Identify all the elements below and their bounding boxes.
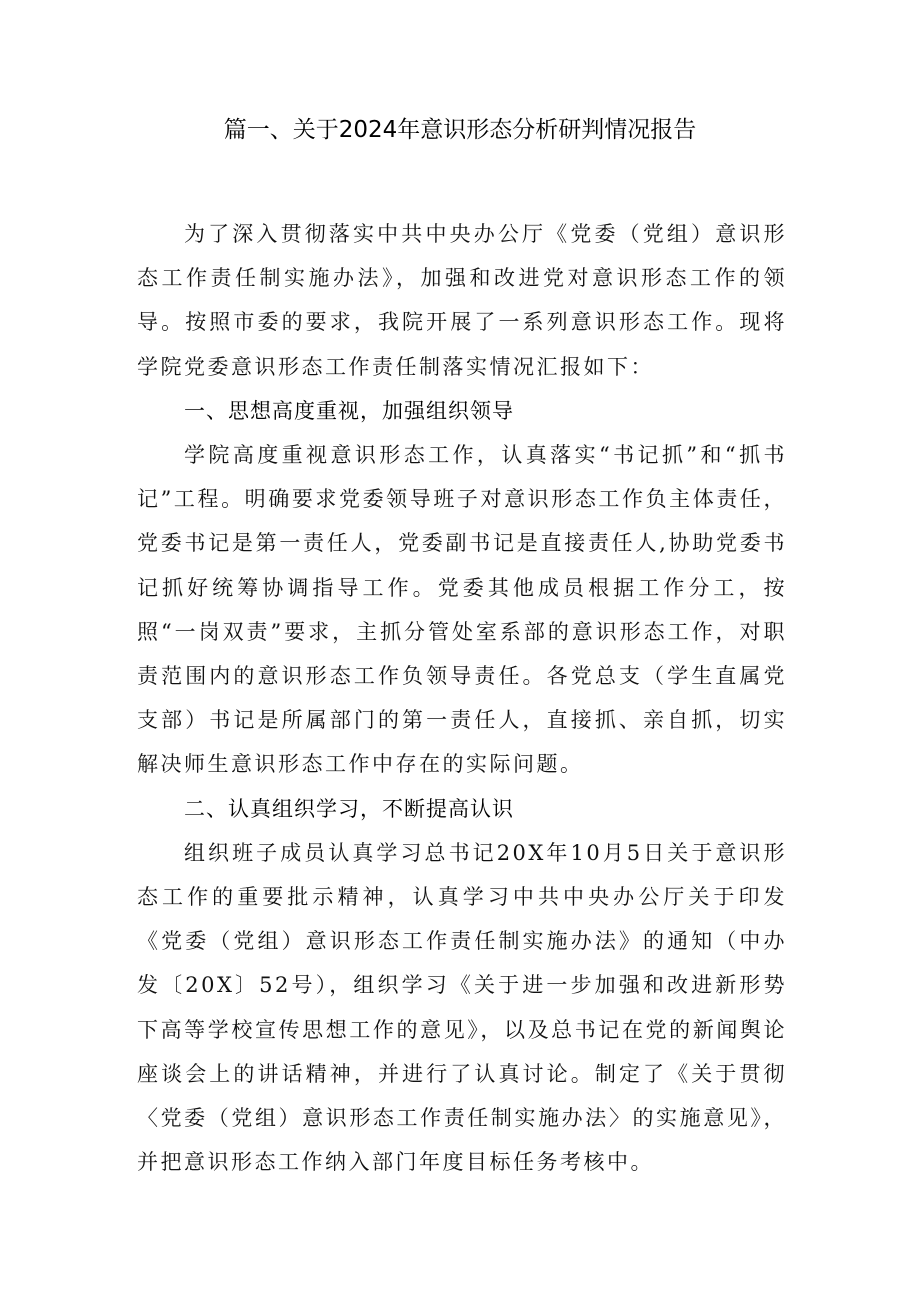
intro-paragraph: 为了深入贯彻落实中共中央办公厅《党委（党组）意识形态工作责任制实施办法》，加强和改进党对意识形态工作的领导。按照市委的要求，我院开展了一系列意识形态工作。现将学院党委意识形态工作责任制落实情况汇报如下： xyxy=(137,222,787,379)
document-body xyxy=(137,212,787,1184)
section-2-heading: 二、认真组织学习，不断提高认识 xyxy=(184,796,514,821)
document-title: 篇一、关于2024年意识形态分析研判情况报告 xyxy=(223,117,697,143)
section-1-heading: 一、思想高度重视，加强组织领导 xyxy=(184,398,514,423)
section-1-paragraph: 学院高度重视意识形态工作，认真落实“书记抓”和“抓书记”工程。明确要求党委领导班子对意识形态工作负主体责任，党委书记是第一责任人，党委副书记是直接责任人,协助党委书记抓好统筹协调指导工作。党委其他成员根据工作分工，按照“一岗双责”要求，主抓分管处室系部的意识形态工作，对职责范围内的意识形态工作负领导责任。各党总支（学生直属党支部）书记是所属部门的第一责任人，直接抓、亲自抓，切实解决师生意识形态工作中存在的实际问题。 xyxy=(137,443,787,777)
section-2-paragraph: 组织班子成员认真学习总书记20X年10月5日关于意识形态工作的重要批示精神，认真学习中共中央办公厅关于印发《党委（党组）意识形态工作责任制实施办法》的通知（中办发〔20X〕52号），组织学习《关于进一步加强和改进新形势下高等学校宣传思想工作的意见》，以及总书记在党的新闻舆论座谈会上的讲话精神，并进行了认真讨论。制定了《关于贯彻〈党委（党组）意识形态工作责任制实施办法〉的实施意见》，并把意识形态工作纳入部门年度目标任务考核中。 xyxy=(137,840,787,1175)
